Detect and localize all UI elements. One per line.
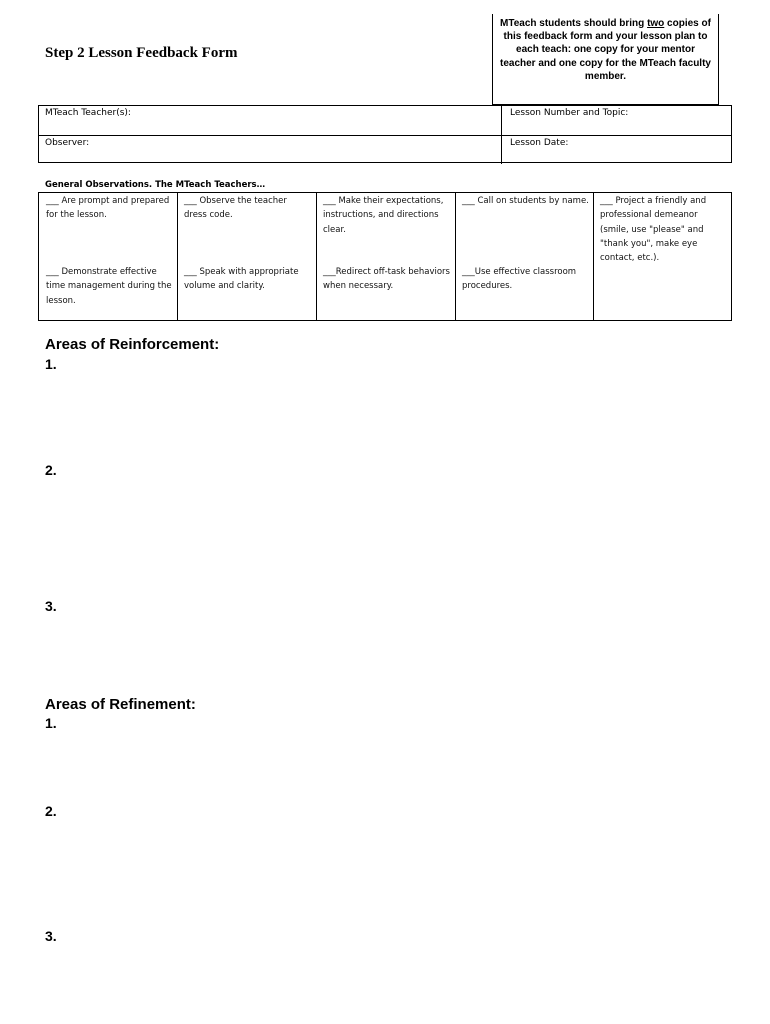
notice-text-end: copies of this feedback form and your lesson plan to each teach: one copy for your mentor teacher and one copy for the MTeach faculty member. xyxy=(500,18,711,82)
observations-table xyxy=(38,192,732,321)
reinforcement-item-1[interactable]: 1. xyxy=(45,356,57,372)
observation-item-names[interactable]: ___ Call on students by name. xyxy=(462,196,589,206)
instructions-notice xyxy=(492,14,719,105)
observer-label: Observer: xyxy=(45,138,90,148)
lesson-date-field[interactable] xyxy=(502,136,731,164)
observation-item-volume[interactable]: ___ Speak with appropriate volume and clarity. xyxy=(184,267,299,292)
observer-field[interactable] xyxy=(39,136,502,164)
column-divider xyxy=(455,193,456,320)
reinforcement-heading: Areas of Reinforcement: xyxy=(45,336,220,353)
refinement-item-3[interactable]: 3. xyxy=(45,928,57,944)
teachers-label: MTeach Teacher(s): xyxy=(45,108,131,118)
teachers-field[interactable] xyxy=(39,106,502,135)
observation-item-redirect[interactable]: ___Redirect off-task behaviors when necessary. xyxy=(323,267,450,292)
info-table xyxy=(38,105,732,163)
column-divider xyxy=(177,193,178,320)
reinforcement-item-2[interactable]: 2. xyxy=(45,462,57,478)
refinement-item-2[interactable]: 2. xyxy=(45,803,57,819)
info-row-1 xyxy=(39,106,731,135)
observation-item-dress-code[interactable]: ___ Observe the teacher dress code. xyxy=(184,196,287,221)
reinforcement-item-3[interactable]: 3. xyxy=(45,598,57,614)
column-divider xyxy=(593,193,594,320)
lesson-topic-label: Lesson Number and Topic: xyxy=(510,108,629,118)
form-title: Step 2 Lesson Feedback Form xyxy=(45,45,238,61)
observations-heading: General Observations. The MTeach Teachers… xyxy=(45,180,266,190)
refinement-heading: Areas of Refinement: xyxy=(45,696,196,713)
notice-text-start: MTeach students should bring xyxy=(500,18,648,29)
observation-item-prompt[interactable]: ___ Are prompt and prepared for the lesson. xyxy=(46,196,170,221)
observation-item-procedures[interactable]: ___Use effective classroom procedures. xyxy=(462,267,577,292)
observation-item-expectations[interactable]: ___ Make their expectations, instructions, and directions clear. xyxy=(323,196,444,235)
column-divider xyxy=(316,193,317,320)
lesson-topic-field[interactable] xyxy=(502,106,731,135)
notice-emphasis: two xyxy=(647,18,665,29)
refinement-item-1[interactable]: 1. xyxy=(45,715,57,731)
observation-item-time-management[interactable]: ___ Demonstrate effective time management during the lesson. xyxy=(46,267,172,306)
lesson-date-label: Lesson Date: xyxy=(510,138,569,148)
info-row-2 xyxy=(39,135,731,164)
observation-item-demeanor[interactable]: ___ Project a friendly and professional demeanor (smile, use "please" and "thank you", make eye contact, etc.). xyxy=(600,196,707,264)
